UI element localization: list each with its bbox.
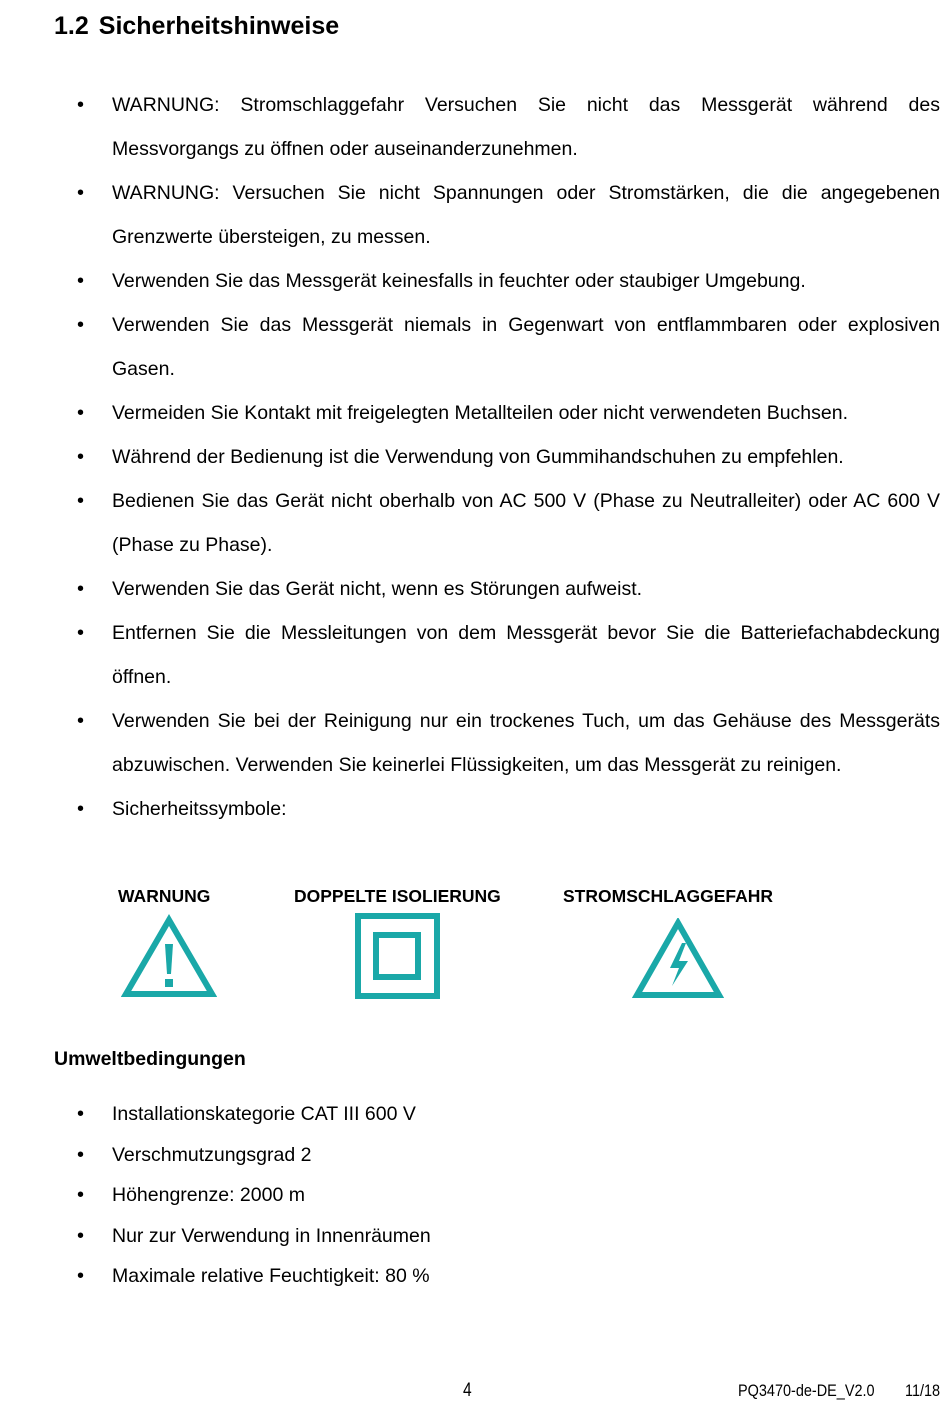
list-item bbox=[0, 1175, 950, 1216]
bullet-icon: • bbox=[77, 182, 85, 204]
list-item-text: Maximale relative Feuchtigkeit: 80 % bbox=[112, 1265, 430, 1287]
list-item-text: Verwenden Sie das Messgerät keinesfalls in feuchter oder staubiger Umgebung. bbox=[112, 270, 806, 292]
bullet-icon: • bbox=[77, 402, 85, 424]
list-item-text: Installationskategorie CAT III 600 V bbox=[112, 1103, 416, 1125]
list-item bbox=[0, 567, 950, 611]
double-insulation-icon bbox=[355, 913, 440, 999]
bullet-icon: • bbox=[77, 490, 85, 512]
list-item bbox=[0, 611, 950, 699]
symbol-label-electric-shock: STROMSCHLAGGEFAHR bbox=[563, 886, 773, 906]
list-item-text: WARNUNG: Versuchen Sie nicht Spannungen oder Stromstärken, die die angegebenen Grenzwerte übersteigen, zu messen. bbox=[112, 182, 940, 248]
bullet-icon: • bbox=[77, 1265, 85, 1287]
bullet-icon: • bbox=[77, 1224, 85, 1247]
symbol-label-double-insulation: DOPPELTE ISOLIERUNG bbox=[294, 886, 501, 906]
list-item bbox=[0, 391, 950, 435]
list-item bbox=[0, 171, 950, 259]
bullet-icon: • bbox=[77, 270, 85, 292]
section-title-text: Sicherheitshinweise bbox=[98, 12, 340, 40]
list-item-text: Während der Bedienung ist die Verwendung von Gummihandschuhen zu empfehlen. bbox=[112, 446, 844, 468]
list-item-text: Vermeiden Sie Kontakt mit freigelegten Metallteilen oder nicht verwendeten Buchsen. bbox=[112, 402, 849, 424]
bullet-icon: • bbox=[77, 1184, 85, 1206]
list-item bbox=[0, 83, 950, 171]
list-item-text: Verwenden Sie bei der Reinigung nur ein trockenes Tuch, um das Gehäuse des Messgeräts abzuwischen. Verwenden Sie keinerlei Flüssigkeiten, um das Messgerät zu reinigen. bbox=[112, 710, 940, 776]
section-title bbox=[54, 12, 339, 41]
list-item bbox=[0, 1256, 950, 1297]
document-id: PQ3470-de-DE_V2.0 bbox=[738, 1381, 875, 1400]
bullet-icon: • bbox=[77, 622, 85, 644]
safety-instructions-list bbox=[0, 83, 950, 831]
list-item bbox=[0, 1094, 950, 1135]
list-item-text: Höhengrenze: 2000 m bbox=[112, 1184, 305, 1206]
list-item-text: WARNUNG: Stromschlaggefahr Versuchen Sie nicht das Messgerät während des Messvorgangs zu öffnen oder auseinanderzunehmen. bbox=[112, 94, 940, 160]
symbol-label-warning: WARNUNG bbox=[118, 886, 211, 906]
environment-list bbox=[0, 1094, 950, 1297]
bullet-icon: • bbox=[77, 710, 85, 732]
list-item bbox=[0, 303, 950, 391]
warning-triangle-icon bbox=[121, 914, 217, 1000]
bullet-icon: • bbox=[77, 1143, 85, 1166]
list-item bbox=[0, 787, 950, 831]
bullet-icon: • bbox=[77, 578, 85, 600]
page-number: 4 bbox=[463, 1380, 472, 1401]
list-item bbox=[0, 1135, 950, 1176]
list-item bbox=[0, 435, 950, 479]
list-item-text: Nur zur Verwendung in Innenräumen bbox=[112, 1224, 431, 1247]
list-item bbox=[0, 699, 950, 787]
list-item bbox=[0, 479, 950, 567]
list-item-text: Verwenden Sie das Messgerät niemals in Gegenwart von entflammbaren oder explosiven Gasen. bbox=[112, 314, 940, 380]
list-item-text: Verschmutzungsgrad 2 bbox=[112, 1143, 312, 1166]
list-item-text: Sicherheitssymbole: bbox=[112, 798, 287, 820]
electric-shock-icon bbox=[632, 918, 724, 1000]
page-count: 11/18 bbox=[905, 1381, 941, 1400]
list-item bbox=[0, 1216, 950, 1257]
bullet-icon: • bbox=[77, 94, 85, 116]
bullet-icon: • bbox=[77, 314, 85, 336]
bullet-icon: • bbox=[77, 798, 85, 820]
list-item-text: Entfernen Sie die Messleitungen von dem Messgerät bevor Sie die Batteriefachabdeckung öffnen. bbox=[112, 622, 940, 688]
environment-heading: Umweltbedingungen bbox=[54, 1048, 246, 1070]
list-item-text: Verwenden Sie das Gerät nicht, wenn es Störungen aufweist. bbox=[112, 578, 643, 600]
section-number: 1.2 bbox=[54, 12, 89, 40]
list-item bbox=[0, 259, 950, 303]
bullet-icon: • bbox=[77, 446, 85, 468]
bullet-icon: • bbox=[77, 1103, 85, 1125]
list-item-text: Bedienen Sie das Gerät nicht oberhalb von AC 500 V (Phase zu Neutralleiter) oder AC 600 V (Phase zu Phase). bbox=[112, 490, 940, 556]
